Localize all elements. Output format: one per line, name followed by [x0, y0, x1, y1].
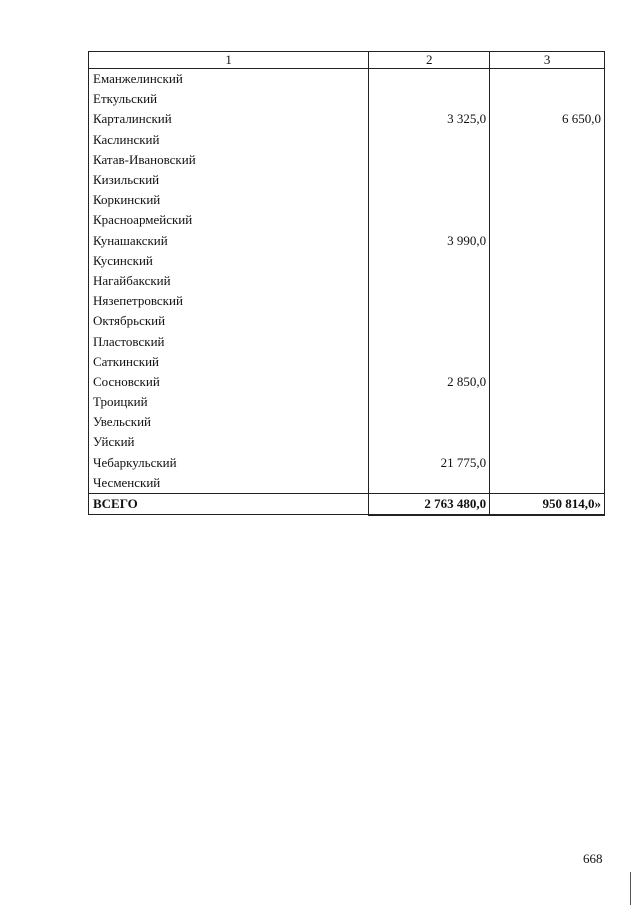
value-column-2 [369, 291, 490, 311]
value-column-3 [490, 331, 605, 351]
value-column-3 [490, 190, 605, 210]
district-name: Еткульский [89, 89, 369, 109]
table-row [89, 170, 605, 190]
value-column-2 [369, 392, 490, 412]
margin-line [630, 872, 631, 905]
value-column-2 [369, 170, 490, 190]
district-name: Уйский [89, 432, 369, 452]
district-name: Чебаркульский [89, 453, 369, 473]
table-row [89, 251, 605, 271]
table-row [89, 432, 605, 452]
value-column-2: 3 325,0 [369, 109, 490, 129]
value-column-3 [490, 89, 605, 109]
value-column-3 [490, 372, 605, 392]
table-header-row [89, 52, 605, 69]
page-number: 668 [583, 851, 603, 866]
table-row [89, 109, 605, 129]
district-name: Кунашакский [89, 231, 369, 251]
value-column-2 [369, 412, 490, 432]
value-column-2 [369, 89, 490, 109]
value-column-2: 2 850,0 [369, 372, 490, 392]
district-name: Еманжелинский [89, 69, 369, 90]
total-label: ВСЕГО [89, 493, 369, 515]
value-column-2 [369, 352, 490, 372]
value-column-3 [490, 473, 605, 494]
column-header-3: 3 [490, 52, 605, 69]
value-column-2 [369, 271, 490, 291]
table-row [89, 69, 605, 90]
value-column-3 [490, 130, 605, 150]
district-name: Кусинский [89, 251, 369, 271]
value-column-2 [369, 210, 490, 230]
district-name: Чесменский [89, 473, 369, 494]
district-name: Нагайбакский [89, 271, 369, 291]
table-row [89, 210, 605, 230]
table-row [89, 453, 605, 473]
table-row [89, 291, 605, 311]
value-column-2 [369, 150, 490, 170]
table-row [89, 352, 605, 372]
value-column-3 [490, 251, 605, 271]
value-column-2 [369, 331, 490, 351]
table-row [89, 473, 605, 494]
district-name: Карталинский [89, 109, 369, 129]
district-name: Нязепетровский [89, 291, 369, 311]
value-column-3 [490, 432, 605, 452]
value-column-2 [369, 130, 490, 150]
value-column-2 [369, 473, 490, 494]
value-column-3 [490, 150, 605, 170]
column-header-2: 2 [369, 52, 490, 69]
total-column-2: 2 763 480,0 [369, 493, 490, 515]
district-name: Троицкий [89, 392, 369, 412]
total-row [89, 493, 605, 515]
table-row [89, 190, 605, 210]
value-column-3 [490, 311, 605, 331]
table-row [89, 150, 605, 170]
district-name: Каслинский [89, 130, 369, 150]
table-row [89, 89, 605, 109]
value-column-3 [490, 453, 605, 473]
value-column-3 [490, 231, 605, 251]
table-row [89, 372, 605, 392]
value-column-2 [369, 251, 490, 271]
district-name: Октябрьский [89, 311, 369, 331]
value-column-3 [490, 69, 605, 90]
table-row [89, 412, 605, 432]
value-column-3 [490, 210, 605, 230]
district-name: Катав-Ивановский [89, 150, 369, 170]
value-column-2 [369, 432, 490, 452]
table-row [89, 231, 605, 251]
budget-table [88, 51, 605, 516]
district-name: Коркинский [89, 190, 369, 210]
district-name: Кизильский [89, 170, 369, 190]
value-column-2 [369, 311, 490, 331]
district-name: Сосновский [89, 372, 369, 392]
district-name: Пластовский [89, 331, 369, 351]
total-column-3: 950 814,0» [490, 493, 605, 515]
value-column-3 [490, 271, 605, 291]
table-body [89, 69, 605, 515]
district-name: Саткинский [89, 352, 369, 372]
table-row [89, 311, 605, 331]
column-header-1: 1 [89, 52, 369, 69]
value-column-2 [369, 190, 490, 210]
value-column-3 [490, 291, 605, 311]
table-row [89, 271, 605, 291]
value-column-3 [490, 170, 605, 190]
value-column-3 [490, 412, 605, 432]
value-column-3 [490, 352, 605, 372]
district-name: Увельский [89, 412, 369, 432]
value-column-2: 3 990,0 [369, 231, 490, 251]
value-column-2: 21 775,0 [369, 453, 490, 473]
value-column-3 [490, 392, 605, 412]
value-column-2 [369, 69, 490, 90]
table-row [89, 331, 605, 351]
district-name: Красноармейский [89, 210, 369, 230]
table-row [89, 130, 605, 150]
table-row [89, 392, 605, 412]
value-column-3: 6 650,0 [490, 109, 605, 129]
